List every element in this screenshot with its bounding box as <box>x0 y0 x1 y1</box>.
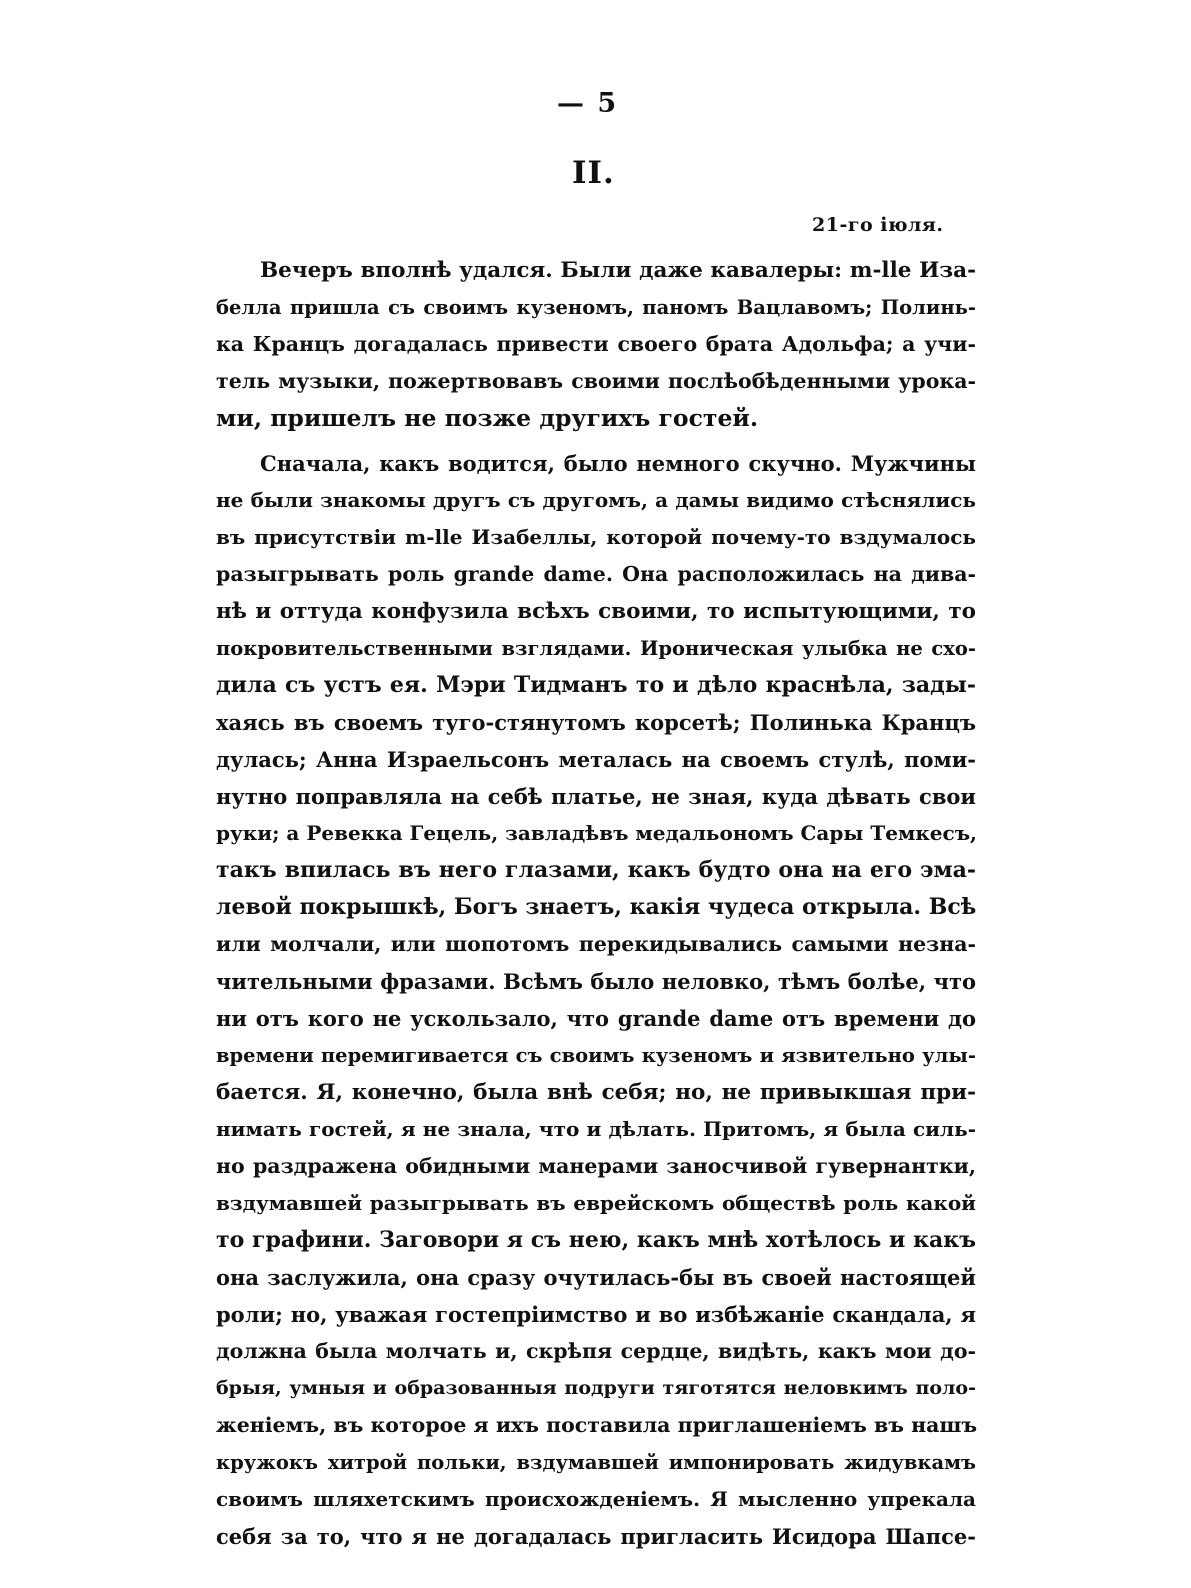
text-line: или молчали, или шопотомъ перекидывались самыми незна- <box>216 932 976 956</box>
text-line: должна была молчать и, скрѣпя сердце, видѣть, какъ мои до- <box>216 1339 976 1363</box>
text-line: руки; а Ревекка Гецель, завладѣвъ медальономъ Сары Темкесъ, <box>216 821 977 845</box>
text-line: она заслужила, она сразу очутилась-бы въ своей настоящей <box>216 1265 976 1290</box>
text-line: времени перемигивается съ своимъ кузеномъ и язвительно улы- <box>216 1044 976 1067</box>
text-line: нутно поправляла на себѣ платье, не зная, куда дѣвать свои <box>216 784 976 809</box>
chapter-heading: II. <box>572 155 615 191</box>
text-line: ни отъ кого не ускользало, что grande dame отъ времени до <box>216 1006 976 1031</box>
text-line: роли; но, уважая гостепріимство и во избѣжаніе скандала, я <box>216 1302 976 1327</box>
page-number: — 5 <box>557 88 619 119</box>
text-line: дулась; Анна Израельсонъ металась на своемъ стулѣ, поми- <box>216 747 976 772</box>
paragraph-1 <box>216 252 976 437</box>
text-line: нѣ и оттуда конфузила всѣхъ своими, то испытующими, то <box>216 599 976 624</box>
text-line: женіемъ, въ которое я ихъ поставила приглашеніемъ въ нашъ <box>216 1413 978 1437</box>
paragraph-2 <box>216 445 976 1555</box>
text-line: разыгрывать роль grande dame. Она расположилась на дива- <box>216 562 976 586</box>
text-line: своимъ шляхетскимъ происхожденіемъ. Я мысленно упрекала <box>216 1487 976 1511</box>
text-line: кружокъ хитрой польки, вздумавшей импонировать жидувкамъ <box>216 1451 976 1474</box>
text-line: то графини. Заговори я съ нею, какъ мнѣ хотѣлось и какъ <box>216 1227 976 1253</box>
text-line: нимать гостей, я не знала, что и дѣлать. Притомъ, я была силь- <box>216 1117 976 1141</box>
text-line: въ присутствіи m-lle Изабеллы, которой почему-то вздумалось <box>216 525 976 549</box>
text-line: не были знакомы другъ съ другомъ, а дамы видимо стѣснялись <box>216 488 976 512</box>
text-line: хаясь въ своемъ туго-стянутомъ корсетѣ; Полинька Кранцъ <box>216 710 976 735</box>
text-line: Сначала, какъ водится, было немного скучно. Мужчины <box>260 451 976 476</box>
text-line: такъ впилась въ него глазами, какъ будто она на его эма- <box>216 857 976 883</box>
entry-date: 21-го іюля. <box>812 214 944 236</box>
text-line: бается. Я, конечно, была внѣ себя; но, не привыкшая при- <box>216 1080 976 1105</box>
text-line: покровительственными взглядами. Ироническая улыбка не схо- <box>216 637 976 660</box>
text-line: себя за то, что я не догадалась пригласить Исидора Шапсе- <box>216 1524 976 1549</box>
text-line: Вечеръ вполнѣ удался. Были даже кавалеры: m-lle Иза- <box>260 258 976 283</box>
text-line: ми, пришелъ не позже другихъ гостей. <box>216 404 759 432</box>
text-line: тель музыки, пожертвовавъ своими послѣобѣденными урока- <box>216 369 976 393</box>
text-line: вздумавшей разыгрывать въ еврейскомъ обществѣ роль какой <box>216 1191 976 1215</box>
text-line: чительными фразами. Всѣмъ было неловко, тѣмъ болѣе, что <box>216 969 976 994</box>
text-line: брыя, умныя и образованныя подруги тяготятся неловкимъ поло- <box>216 1377 976 1399</box>
body-text <box>216 252 976 1563</box>
text-line: ка Кранцъ догадалась привести своего брата Адольфа; а учи- <box>216 332 976 356</box>
text-line: но раздражена обидными манерами заносчивой гувернантки, <box>216 1154 976 1178</box>
text-line: дила съ устъ ея. Мэри Тидманъ то и дѣло краснѣла, зады- <box>216 672 976 698</box>
text-line: левой покрышкѣ, Богъ знаетъ, какія чудеса открыла. Всѣ <box>216 894 977 920</box>
text-line: белла пришла съ своимъ кузеномъ, паномъ Вацлавомъ; Полинь- <box>216 296 976 319</box>
